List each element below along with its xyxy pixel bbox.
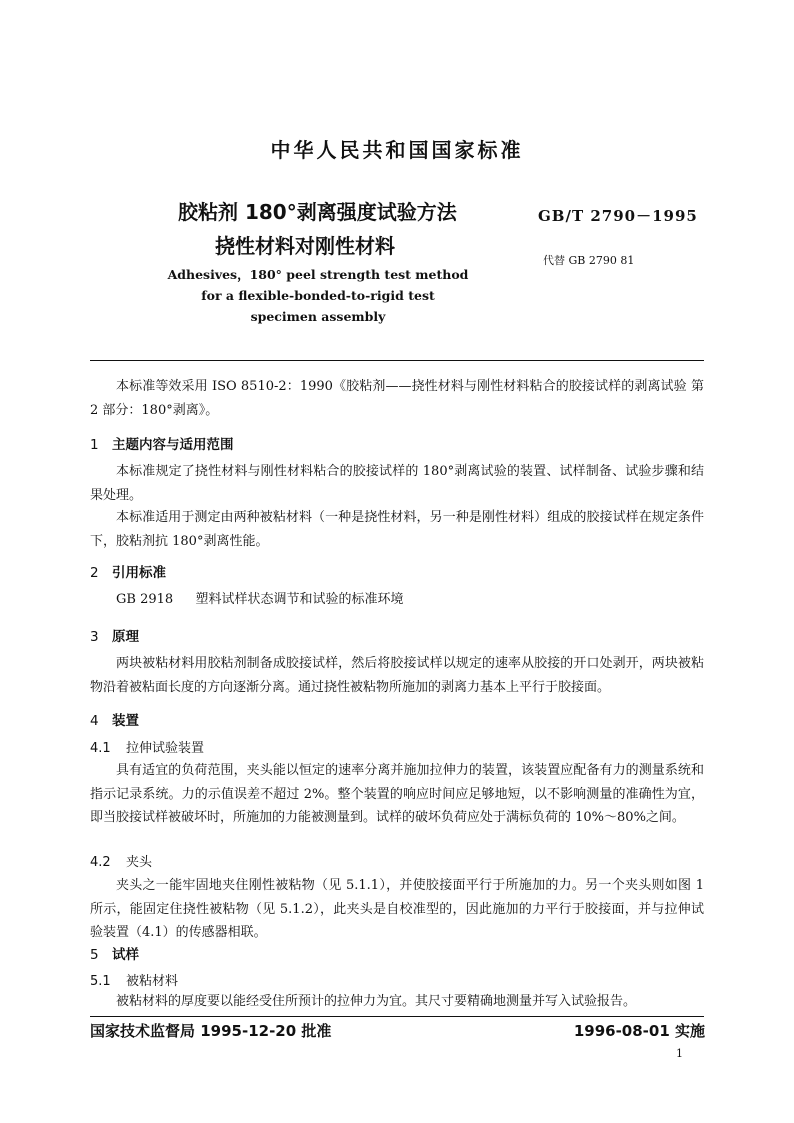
subsection-4-1-paragraph: 具有适宜的负荷范围，夹头能以恒定的速率分离并施加拉伸力的装置，该装置应配备有力的测量系统和指示记录系统。力的示值误差不超过 2%。整个装置的响应时间应足够地短，以不影响测量的准确性为宜，即当胶接试样被破坏时，所施加的力能被测量到。试样的破坏负荷应处于满标负荷的 10%～80%之间。 xyxy=(90,763,704,825)
subsection-4-2-paragraph: 夹头之一能牢固地夹住刚性被粘物（见 5.1.1），并使胶接面平行于所施加的力。另一个夹头则如图 1 所示，能固定住挠性被粘物（见 5.1.2），此夹头是自校准型的，因此施加的力平行于胶接面，并与拉伸试验装置（4.1）的传感器相联。 xyxy=(90,878,704,940)
subsection-4-1-heading xyxy=(90,737,204,756)
standard-code: GB/T 2790－1995 xyxy=(538,207,698,225)
effective-date-line: 1996-08-01 实施 xyxy=(573,1022,705,1040)
subsection-number: 4.1 xyxy=(90,741,111,756)
section-number: 2 xyxy=(90,565,99,581)
english-title-line3: specimen assembly xyxy=(250,309,386,324)
reference-code: GB 2918 xyxy=(116,592,174,607)
section-1-paragraph-2: 本标准适用于测定由两种被粘材料（一种是挠性材料，另一种是刚性材料）组成的胶接试样在规定条件下，胶粘剂抗 180°剥离性能。 xyxy=(90,510,704,549)
section-number: 4 xyxy=(90,713,99,729)
section-4-heading xyxy=(90,709,139,729)
standard-title-line1: 胶粘剂 180°剥离强度试验方法 xyxy=(178,200,457,224)
subsection-number: 4.2 xyxy=(90,855,111,870)
section-number: 3 xyxy=(90,629,99,645)
section-number: 1 xyxy=(90,437,99,453)
section-3-heading xyxy=(90,625,139,645)
footer-divider xyxy=(90,1016,704,1017)
issuing-nation-heading: 中华人民共和国国家标准 xyxy=(270,138,524,162)
standard-title-line2: 挠性材料对刚性材料 xyxy=(215,234,395,258)
section-title: 原理 xyxy=(112,629,139,645)
subsection-title: 被粘材料 xyxy=(126,974,179,989)
section-number: 5 xyxy=(90,947,99,963)
section-title: 主题内容与适用范围 xyxy=(112,437,234,453)
section-title: 装置 xyxy=(112,713,139,729)
subsection-4-2-heading xyxy=(90,851,152,870)
subsection-5-1-paragraph: 被粘材料的厚度要以能经受住所预计的拉伸力为宜。其尺寸要精确地测量并写入试验报告。 xyxy=(116,994,637,1009)
reference-entry xyxy=(90,588,704,612)
subsection-title: 夹头 xyxy=(126,855,153,870)
english-title-line2: for a flexible-bonded-to-rigid test xyxy=(201,288,435,303)
subsection-title: 拉伸试验装置 xyxy=(126,741,205,756)
subsection-5-1-heading xyxy=(90,970,178,989)
section-title: 试样 xyxy=(112,947,139,963)
section-5-heading xyxy=(90,943,139,963)
section-1-heading xyxy=(90,433,234,453)
section-2-heading xyxy=(90,561,166,581)
approval-line: 国家技术监督局 1995-12-20 批准 xyxy=(90,1022,332,1040)
reference-title: 塑料试样状态调节和试验的标准环境 xyxy=(195,592,404,607)
subsection-number: 5.1 xyxy=(90,974,111,989)
section-1-paragraph-1: 本标准规定了挠性材料与刚性材料粘合的胶接试样的 180°剥离试验的装置、试样制备、试验步骤和结果处理。 xyxy=(90,464,704,503)
section-3-paragraph: 两块被粘材料用胶粘剂制备成胶接试样，然后将胶接试样以规定的速率从胶接的开口处剥开，两块被粘物沿着被粘面长度的方向逐渐分离。通过挠性被粘物所施加的剥离力基本上平行于胶接面。 xyxy=(90,656,704,695)
intro-paragraph: 本标准等效采用 ISO 8510-2：1990《胶粘剂——挠性材料与刚性材料粘合的胶接试样的剥离试验 第 2 部分：180°剥离》。 xyxy=(90,379,704,418)
section-title: 引用标准 xyxy=(112,565,166,581)
page-number: 1 xyxy=(676,1047,683,1060)
english-title-line1: Adhesives，180° peel strength test method xyxy=(167,267,469,282)
replaces-note: 代替 GB 2790 81 xyxy=(543,254,635,267)
header-divider xyxy=(90,360,704,361)
